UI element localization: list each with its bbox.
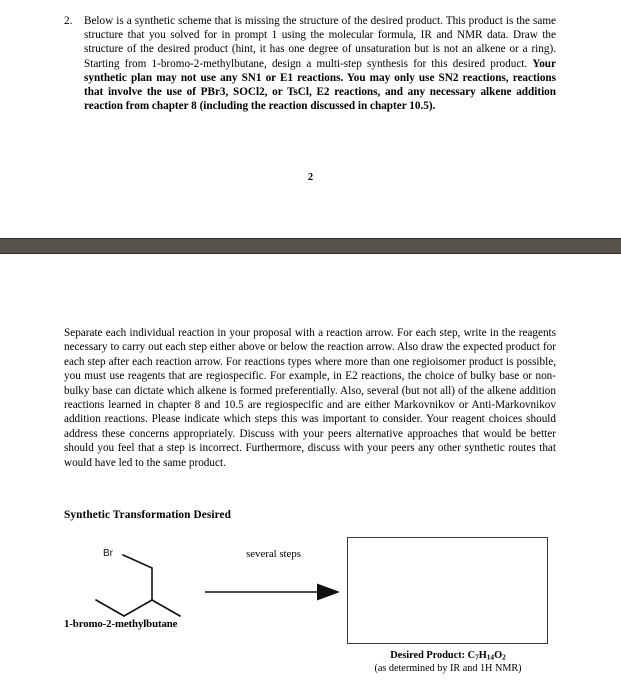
product-formula-sub-c: 7 [475,652,479,662]
question-text-bold: Your synthetic plan may not use any SN1 or E1 reactions. You may only use SN2 reactions, reactions that involve the use of PBr3, SOCl2, or TsCl, E2 reactions, and any necessary alkene addition reaction from chapter 8 (including the reaction discussed in chapter 10.5). [84,57,556,113]
product-formula-h: H [478,650,487,661]
product-answer-box[interactable] [347,537,548,644]
section-heading: Synthetic Transformation Desired [64,509,231,521]
question-text-plain: Below is a synthetic scheme that is missing the structure of the desired product. This product is the same structure that you solved for in prompt 1 using the molecular formula, IR and NMR data. Draw the structure of the desired product (hint, it has one degree of unsaturation but is not an alkene or a ring). Starting from 1-bromo-2-methylbutane, design a multi-step synthesis for this desired product. [84,15,556,70]
starting-material-name: 1-bromo-2-methylbutane [64,618,178,630]
bond-br-c1 [123,555,152,568]
reaction-arrow [205,584,340,601]
question-number: 2. [64,15,73,27]
instructions-paragraph: Separate each individual reaction in your proposal with a reaction arrow. For each step, write in the reagents necessary to carry out each step either above or below the reaction arrow. Also draw the expected product for each step after each reaction arrow. For reactions types where more than one regioisomer product is possible, you must use reagents that are regiospecific. For example, in E2 reactions, the choice of bulky base or non-bulky base can dictate which alkene is formed preferentially. Also, several (but not all) of the alkene addition reactions learned in chapter 8 and 10.5 are regiospecific and are either Markovnikov or Anti-Markovnikov addition reactions. Please indicate which steps this was important to consider. Your reagent choices should address these concerns appropriately. Discuss with your peers alternative approaches that would be better should you feel that a step is incorrect. Furthermore, discuss with your peers any other synthetic routes that would have led to the same product. [64,327,556,469]
product-caption-prefix: Desired Product: C [390,650,476,661]
page-divider [0,238,621,254]
product-formula-o: O [494,650,503,661]
bond-c2-c3 [124,600,152,616]
question-text [84,14,556,113]
product-determination-note: (as determined by IR and 1H NMR) [374,663,522,675]
starting-material-structure [96,555,180,616]
product-formula-sub-h: 14 [486,652,495,662]
bond-c2-methyl [152,600,180,616]
product-caption [347,650,549,675]
bond-c3-c4 [96,600,124,616]
page-number: 2 [307,172,314,183]
question-block [64,14,556,113]
product-formula-sub-o: 2 [502,652,506,662]
bromine-atom-label: Br [103,548,113,559]
product-formula-line [347,650,549,663]
arrow-label: several steps [246,548,301,560]
